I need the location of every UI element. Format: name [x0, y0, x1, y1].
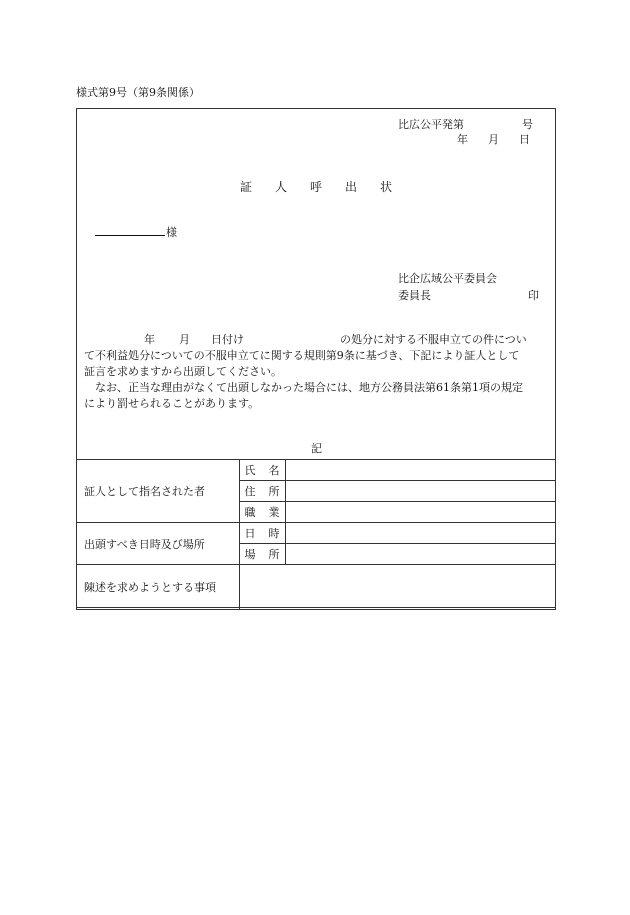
document-number	[398, 116, 533, 132]
page-title	[240, 178, 415, 195]
title-char: 証	[240, 180, 253, 194]
form-label: 様式第9号（第9条関係）	[76, 86, 200, 99]
body-year: 年	[144, 333, 155, 346]
title-char: 出	[345, 180, 358, 194]
name-field[interactable]	[286, 460, 556, 481]
place-label: 場 所	[240, 544, 286, 565]
title-char: 状	[380, 180, 393, 194]
addressee-suffix: 様	[166, 226, 177, 239]
body-line-2: て不利益処分についての不服申立てに関する規則第9条に基づき、下記により証人として	[84, 349, 520, 362]
occupation-label: 職 業	[240, 502, 286, 523]
table-row	[77, 565, 556, 610]
address-field[interactable]	[286, 481, 556, 502]
place-field[interactable]	[286, 544, 556, 565]
record-mark: 記	[311, 442, 322, 455]
date-day: 日	[519, 133, 530, 146]
title-char: 人	[275, 180, 288, 194]
date-year: 年	[457, 133, 468, 146]
datetime-field[interactable]	[286, 523, 556, 544]
issuer-title: 委員長	[398, 289, 431, 302]
name-label: 氏 名	[240, 460, 286, 481]
appearance-label: 出頭すべき日時及び場所	[77, 523, 240, 565]
addressee-blank-line	[95, 235, 165, 236]
document-number-prefix: 比広公平発第	[398, 118, 464, 131]
issuer-organization: 比企広域公平委員会	[398, 272, 497, 285]
witness-label: 証人として指名された者	[77, 460, 240, 523]
address-label: 住 所	[240, 481, 286, 502]
statement-label: 陳述を求めようとする事項	[77, 565, 240, 610]
occupation-field[interactable]	[286, 502, 556, 523]
body-line-5: により罰せられることがあります。	[84, 397, 260, 410]
body-date: 日付け	[211, 333, 244, 346]
statement-field[interactable]	[240, 565, 556, 610]
body-line-3: 証言を求めますから出頭してください。	[84, 365, 282, 378]
body-line-4: なお、正当な理由がなくて出頭しなかった場合には、地方公務員法第61条第1項の規定	[84, 381, 523, 394]
body-month: 月	[179, 333, 190, 346]
body-line-1-rest: の処分に対する不服申立ての件につい	[340, 333, 527, 346]
date-month: 月	[488, 133, 499, 146]
issuer-seal-mark: 印	[528, 289, 539, 302]
document-date	[457, 131, 530, 147]
table-row	[77, 523, 556, 544]
body-line-1	[84, 331, 527, 347]
datetime-label: 日 時	[240, 523, 286, 544]
document-number-suffix: 号	[522, 118, 533, 131]
details-table	[76, 459, 556, 610]
title-char: 呼	[310, 180, 323, 194]
table-row	[77, 460, 556, 481]
